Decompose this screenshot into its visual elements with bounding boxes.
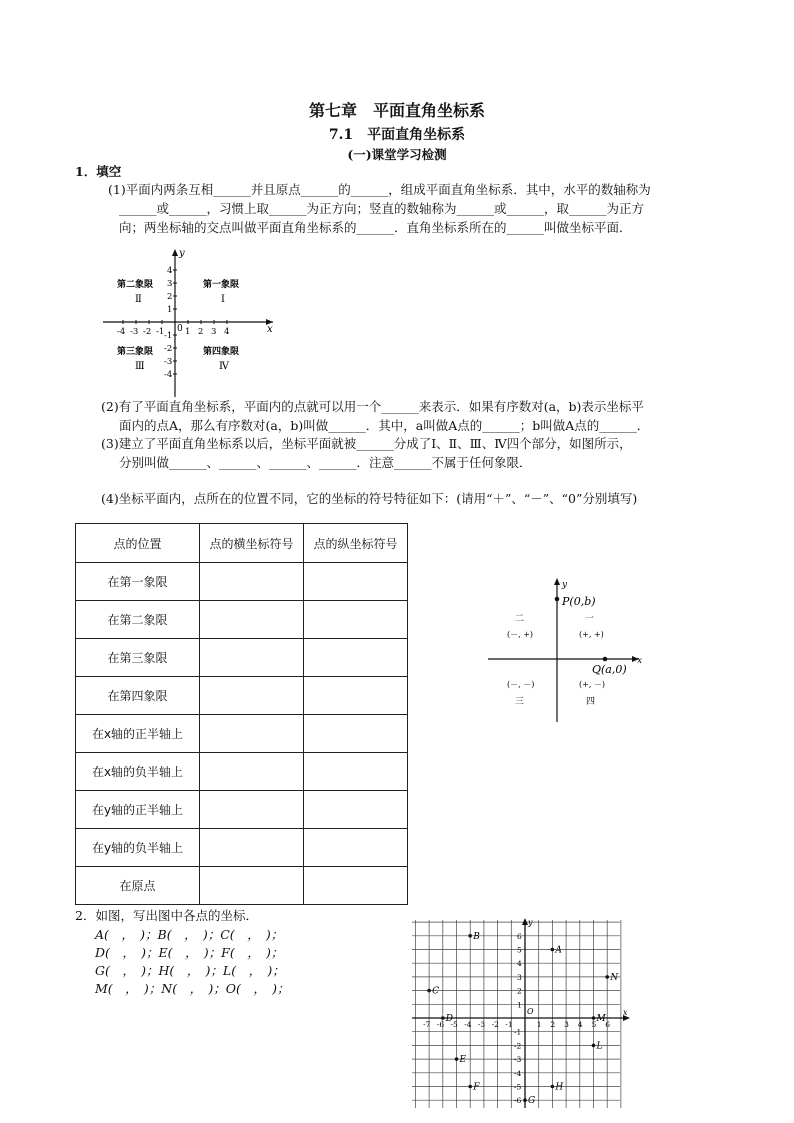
y-tick-label: 3 [517,972,522,982]
answer-cell[interactable] [200,715,304,753]
x-tick-label: -6 [436,1020,445,1029]
x-tick-label: 6 [605,1020,610,1029]
y-tick-label: -4 [164,370,173,380]
row-label: 在x轴的负半轴上 [76,753,200,791]
point-f [468,1085,472,1089]
answer-cell[interactable] [304,791,408,829]
x-tick-label: 3 [564,1020,569,1029]
y-tick-label: -1 [164,331,173,341]
quadrant-1-num: Ⅰ [221,294,225,305]
point-m-label: M [596,1014,606,1024]
x-tick-label: 1 [536,1020,542,1029]
point-c [427,989,431,993]
grid-figure [410,915,635,1110]
point-h [551,1085,555,1089]
point-a [551,948,555,952]
q2-line3: G( ， )；H( ， )；L( ， )； [95,963,285,978]
q1-p1-line2: ______或______，习惯上取______为正方向；竖直的数轴称为______或______，取______为正方 [119,201,645,216]
row-label: 在第四象限 [76,677,200,715]
q2-label: 2．如图，写出图中各点的坐标． [75,908,258,923]
x-tick-label: 5 [591,1020,597,1029]
table-row [76,753,408,791]
table-row [76,677,408,715]
point-m [592,1016,596,1020]
answer-cell[interactable] [304,601,408,639]
answer-cell[interactable] [304,563,408,601]
y-tick-label: 3 [167,279,173,289]
sign-figure [485,575,645,725]
x-tick-label: 1 [185,327,191,337]
point-q-label: Q(a,0) [592,663,627,676]
point-n [605,975,609,979]
y-tick-label: -2 [514,1041,522,1051]
quadrant-1-name: 一 [585,614,595,624]
x-axis-label: x [623,1008,628,1017]
q1-p1-line3: 向；两坐标轴的交点叫做平面直角坐标系的______．直角坐标系所在的______叫做坐标平面． [119,220,632,235]
quadrant-4-name: 四 [586,697,596,707]
point-n-label: N [610,972,619,983]
x-tick-label: 4 [224,327,230,337]
y-tick-label: 1 [167,305,173,315]
row-label: 在x轴的正半轴上 [76,715,200,753]
quadrant-1-sign: (+, +) [579,630,604,639]
quadrant-2-num: Ⅱ [135,294,142,305]
answer-cell[interactable] [304,829,408,867]
quadrant-3-name: 三 [515,697,525,707]
answer-cell[interactable] [200,601,304,639]
point-e-label: E [459,1055,467,1066]
y-tick-label: -4 [514,1068,522,1078]
row-label: 在原点 [76,867,200,905]
quadrant-4-sign: (+, －) [579,680,606,689]
table-row [76,563,408,601]
x-axis-label: x [267,324,273,335]
point-g-label: G [528,1096,536,1107]
point-p-label: P(0,b) [562,595,596,608]
y-tick-label: -1 [514,1027,522,1037]
y-tick-label: -2 [164,344,173,354]
quadrant-3-num: Ⅲ [135,361,145,372]
x-tick-label: -1 [505,1020,513,1029]
header-x-sign: 点的横坐标符号 [200,524,304,563]
x-tick-label: 4 [577,1020,583,1029]
y-tick-label: 5 [517,945,522,955]
q1-p2-line2: 面内的点A，那么有序数对(a，b)叫做______．其中，a叫做A点的______；b叫做A点的______． [119,418,650,433]
y-axis-label: y [562,580,568,590]
origin-label: 0 [177,324,183,334]
q1-p3-line1: (3)建立了平面直角坐标系以后，坐标平面就被______分成了Ⅰ、Ⅱ、Ⅲ、Ⅳ四个部分，如图所示， [101,436,632,451]
x-tick-label: -2 [143,327,152,337]
q2-line4: M( ， )；N( ， )；O( ， )； [95,981,290,996]
quadrant-4-name: 第四象限 [203,347,240,357]
x-axis-label: x [637,656,643,666]
y-tick-label: -3 [164,357,173,367]
table-row [76,601,408,639]
point-q [603,657,608,662]
sub-title: (一)课堂学习检测 [347,147,447,162]
row-label: 在第一象限 [76,563,200,601]
sign-table-header [76,524,408,563]
section-title: 7.1 平面直角坐标系 [328,127,466,143]
y-tick-label: 4 [167,266,173,276]
q1-p2-line1: (2)有了平面直角坐标系，平面内的点就可以用一个______来表示．如果有序数对(a，b)表示坐标平 [101,399,644,414]
quadrant-4-num: Ⅳ [219,361,229,372]
x-tick-label: -1 [156,327,165,337]
y-tick-label: 4 [517,959,522,969]
row-label: 在第二象限 [76,601,200,639]
x-tick-label: 2 [550,1020,556,1029]
answer-cell[interactable] [200,563,304,601]
table-row [76,639,408,677]
quadrant-2-name: 第二象限 [117,280,154,290]
quadrant-figure [95,245,285,400]
point-g [523,1098,527,1102]
y-tick-label: 2 [167,292,173,302]
answer-cell[interactable] [200,791,304,829]
y-tick-label: -5 [514,1082,522,1092]
q1-label: 1．填空 [75,164,122,179]
q1-p4: (4)坐标平面内，点所在的位置不同，它的坐标的符号特征如下：(请用“＋”、“－”、“0”分别填写) [101,491,638,506]
y-tick-label: 6 [517,931,522,941]
y-tick-label: -3 [514,1055,522,1065]
y-axis-arrow [172,249,178,256]
y-axis-arrow [554,578,560,585]
x-tick-label: -3 [477,1020,486,1029]
table-row [76,715,408,753]
answer-cell[interactable] [304,867,408,905]
q2-line1: A( ， )；B( ， )；C( ， )； [95,927,284,942]
answer-cell[interactable] [200,639,304,677]
q1-p1-line1: (1)平面内两条互相______并且原点______的______，组成平面直角坐标系．其中，水平的数轴称为 [108,182,651,197]
row-label: 在第三象限 [76,639,200,677]
point-f-label: F [473,1082,480,1093]
answer-cell[interactable] [304,715,408,753]
x-tick-label: 2 [198,327,204,337]
answer-cell[interactable] [304,677,408,715]
quadrant-2-name: 二 [515,614,525,624]
point-b-label: B [473,931,480,942]
x-tick-label: -3 [130,327,139,337]
quadrant-3-name: 第三象限 [117,347,154,357]
chapter-title: 第七章 平面直角坐标系 [308,101,485,120]
q1-p3-line2: 分别叫做______、______、______、______．注意______不属于任何象限． [119,455,532,470]
point-d-label: D [445,1014,454,1024]
point-h-label: H [555,1082,564,1093]
q2-line2: D( ， )；E( ， )；F( ， )； [95,945,284,960]
table-row [76,829,408,867]
point-l [592,1044,596,1048]
point-e [455,1057,459,1061]
quadrant-2-sign: (－, +) [507,630,534,639]
sign-table [75,523,408,905]
y-tick-label: -6 [514,1096,522,1106]
answer-cell[interactable] [200,867,304,905]
x-tick-label: -5 [450,1020,458,1029]
header-position: 点的位置 [76,524,200,563]
answer-cell[interactable] [200,677,304,715]
row-label: 在y轴的正半轴上 [76,791,200,829]
answer-cell[interactable] [200,829,304,867]
y-axis-label: y [179,248,185,259]
origin-label: O [527,1007,534,1016]
row-label: 在y轴的负半轴上 [76,829,200,867]
answer-cell[interactable] [304,753,408,791]
table-row [76,867,408,905]
point-p [555,597,560,602]
x-tick-label: 3 [211,327,217,337]
quadrant-3-sign: (－, －) [507,680,535,689]
point-c-label: C [432,986,439,997]
y-tick-label: 1 [517,1000,522,1010]
y-tick-label: 2 [517,986,522,996]
header-y-sign: 点的纵坐标符号 [304,524,408,563]
quadrant-1-name: 第一象限 [203,280,240,290]
answer-cell[interactable] [200,753,304,791]
table-row [76,791,408,829]
y-axis-label: y [528,918,533,927]
point-b [468,934,472,938]
point-d [441,1016,445,1020]
point-a-label: A [555,945,562,956]
answer-cell[interactable] [304,639,408,677]
x-tick-label: -4 [117,327,126,337]
x-tick-label: -2 [491,1020,499,1029]
x-tick-label: -4 [464,1020,472,1029]
point-l-label: L [596,1041,603,1052]
x-tick-label: -7 [423,1020,431,1029]
